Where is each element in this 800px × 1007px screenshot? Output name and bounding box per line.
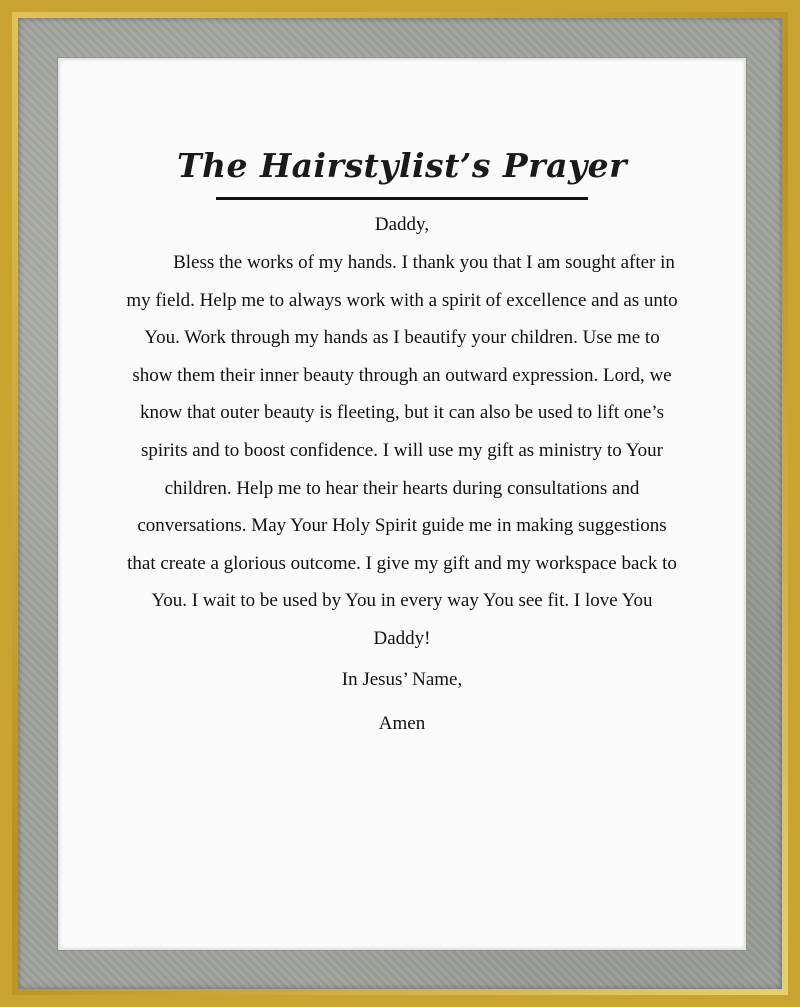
title-underline bbox=[216, 197, 588, 200]
frame-mat-border bbox=[18, 18, 782, 989]
document-title: The Hairstylist’s Prayer bbox=[176, 146, 628, 185]
document-paper bbox=[58, 58, 746, 950]
salutation: Daddy, bbox=[374, 214, 430, 235]
prayer-text: Bless the works of my hands. I thank you that I am sought after in my field. Help me to always work with a spirit of excellence and as unto You. Work through my hands as I beautify your children. Use me to show them their inner beauty through an outward expression. Lord, we know that outer beauty is fleeting, but it can also be used to lift one’s spirits and to boost confidence. I will use my gift as ministry to Your children. Help me to hear their hearts during consultations and conversations. May Your Holy Spirit guide me in making suggestions that create a glorious outcome. I give my gift and my workspace back to You. I wait to be used by You in every way You see fit. I love You Daddy! bbox=[126, 252, 678, 649]
closing-line-amen: Amen bbox=[378, 712, 426, 734]
closing-line-name: In Jesus’ Name, bbox=[341, 668, 463, 690]
prayer-body bbox=[120, 210, 684, 746]
